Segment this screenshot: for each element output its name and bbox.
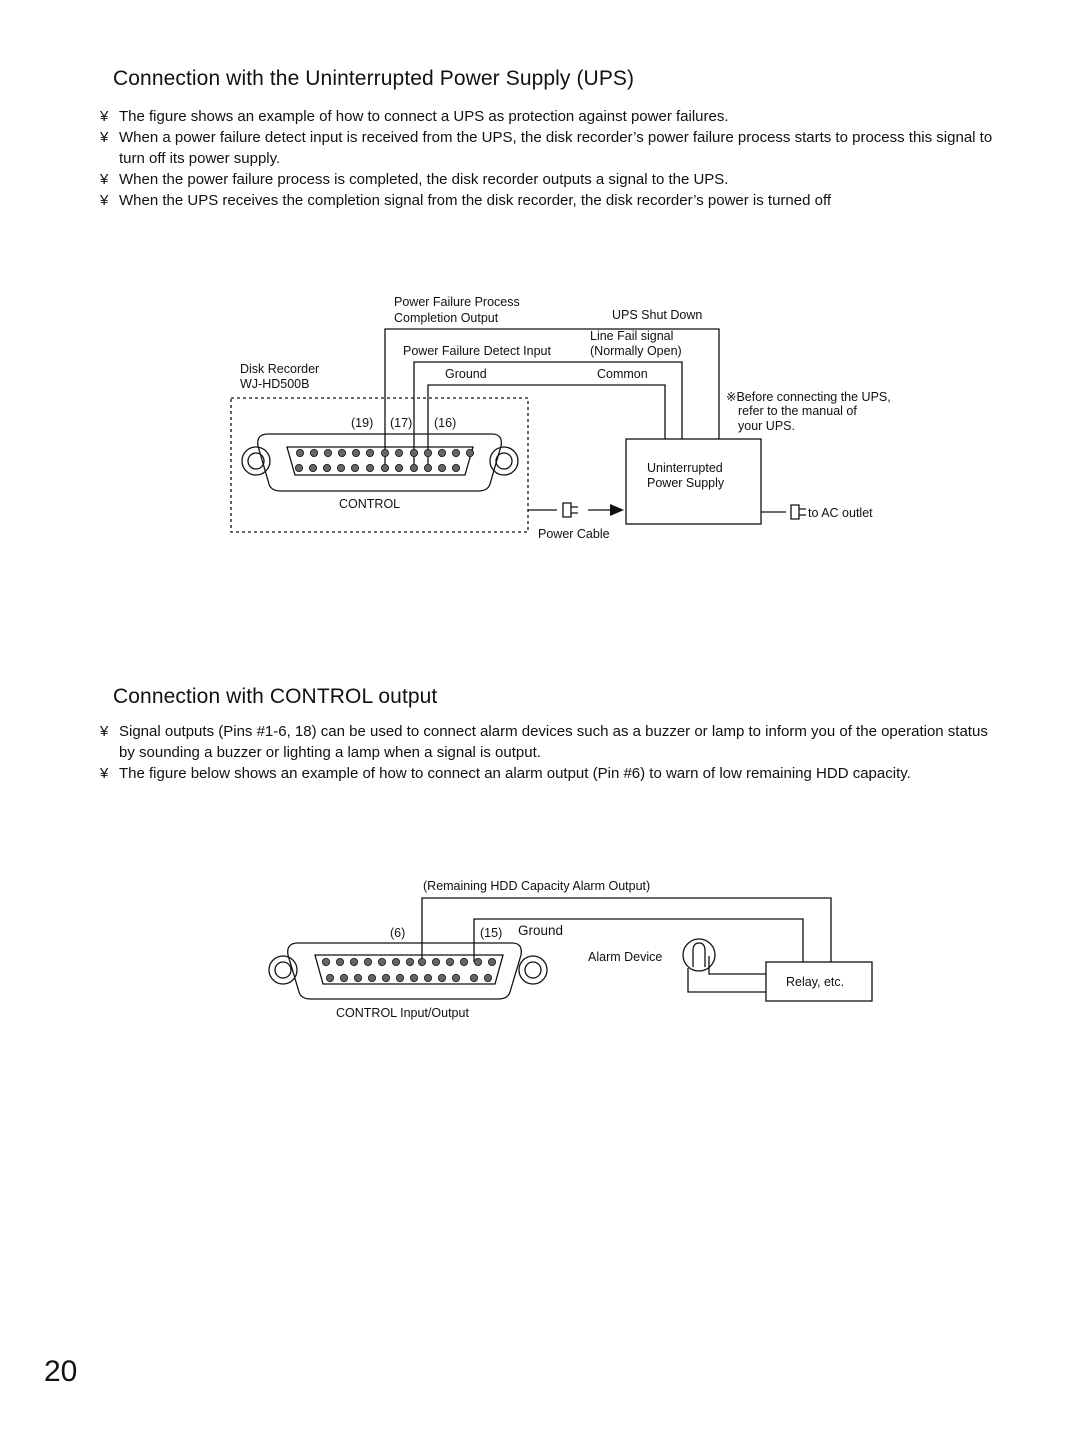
list-item: ¥ When the power failure process is completed, the disk recorder outputs a signal to the UPS. [100, 171, 729, 188]
common-label: Common [597, 367, 648, 381]
ac-outlet-label: to AC outlet [808, 506, 873, 520]
alarm-lamp-icon [683, 939, 715, 971]
detect-input-label: Power Failure Detect Input [403, 344, 551, 358]
ups-bullet-list [100, 106, 1000, 211]
connector-label: CONTROL [339, 497, 401, 511]
ups-note: your UPS. [738, 419, 795, 433]
ups-box [626, 439, 761, 524]
line-fail-label: (Normally Open) [590, 344, 682, 358]
ups-note: refer to the manual of [738, 404, 857, 418]
completion-output-label: Power Failure Process [394, 295, 520, 309]
alarm-device-label: Alarm Device [588, 950, 663, 964]
list-item: ¥ Signal outputs (Pins #1-6, 18) can be used to connect alarm devices such as a buzzer or lamp to inform you of the operation status by sounding a buzzer or lighting a lamp when a signal is output. [100, 723, 988, 761]
recorder-label: Disk Recorder [240, 362, 320, 376]
ups-shutdown-label: UPS Shut Down [612, 308, 703, 322]
ups-note: ※Before connecting the UPS, [726, 390, 891, 404]
db25-connector [258, 434, 502, 491]
recorder-model-label: WJ-HD500B [240, 377, 310, 391]
alarm-output-label: (Remaining HDD Capacity Alarm Output) [423, 879, 651, 893]
pin-label: (15) [480, 926, 503, 940]
page-number: 20 [44, 1355, 78, 1388]
list-item: ¥ The figure shows an example of how to connect a UPS as protection against power failures. [100, 108, 729, 125]
ups-box-label: Power Supply [647, 476, 725, 490]
ups-section-heading: Connection with the Uninterrupted Power Supply (UPS) [113, 67, 635, 90]
pin-label: (16) [434, 416, 457, 430]
control-section-heading: Connection with CONTROL output [113, 685, 438, 708]
ground-label: Ground [518, 923, 564, 938]
list-item: ¥ When a power failure detect input is received from the UPS, the disk recorder’s power failure process starts to process this signal to turn off its power supply. [100, 129, 993, 167]
pin-label: (6) [390, 926, 406, 940]
list-item: ¥ The figure below shows an example of how to connect an alarm output (Pin #6) to warn of low remaining HDD capacity. [100, 765, 911, 782]
recorder-boundary [231, 398, 528, 532]
relay-box [766, 962, 872, 1001]
list-item: ¥ When the UPS receives the completion signal from the disk recorder, the disk recorder’s power is turned off [100, 192, 832, 209]
completion-output-label: Completion Output [394, 311, 499, 325]
connector-label: CONTROL Input/Output [336, 1006, 469, 1020]
power-cable-label: Power Cable [538, 527, 610, 541]
db25-connector [288, 943, 522, 999]
ups-box-label: Uninterrupted [647, 461, 723, 475]
pin-label: (19) [351, 416, 374, 430]
control-bullet-list [100, 721, 1000, 784]
relay-label: Relay, etc. [786, 975, 845, 989]
ground-label: Ground [445, 367, 487, 381]
line-fail-label: Line Fail signal [590, 329, 674, 343]
pin-label: (17) [390, 416, 413, 430]
